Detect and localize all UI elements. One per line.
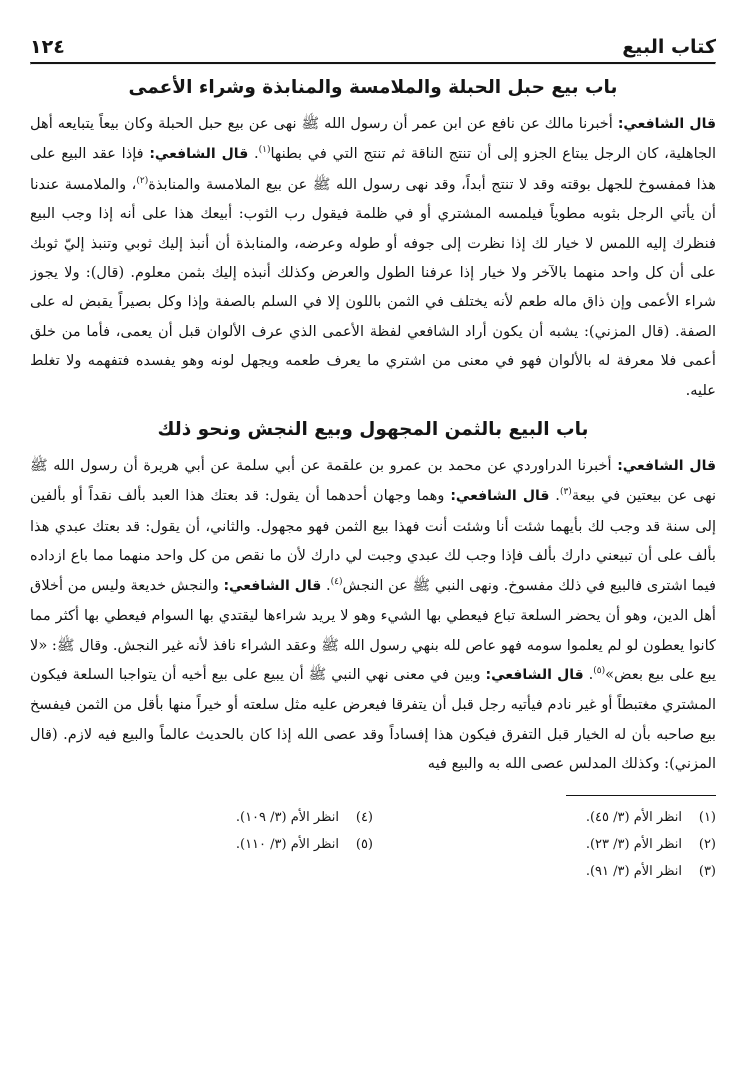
paragraph-text: . <box>321 576 331 594</box>
footnote-ref-2[interactable]: (٢) <box>136 175 149 186</box>
header-rule <box>30 62 716 65</box>
footnote-text: انظر الأم (٣/ ٢٣). <box>585 836 682 852</box>
paragraph-text: وهما وجهان أحدهما أن يقول: قد بعتك هذا العبد بألف نقداً أو بألفين إلى سنة قد وجب لك بأيهما شئت أنا وشئت أنت فهذا بيع الثمن فهو مجهول. والثاني، أن يقول: قد بعتك عبدي هذا بألف على أن تبيعني دارك بألف فإذا وجب لك عبدي وجبت لي دارك لأن ما نقص من كل واحد منهما مما باع ازداده فيما اشترى فالبيع في ذلك مفسوخ. ونهى النبي ﷺ عن النجش <box>30 487 716 594</box>
book-title: كتاب البيع <box>622 36 716 58</box>
footnote-item <box>373 831 716 858</box>
speaker-label: قال الشافعي: <box>450 488 550 505</box>
footnote-text: انظر الأم (٣/ ١١٠). <box>235 836 339 852</box>
footnote-text: انظر الأم (٣/ ٩١). <box>585 863 682 879</box>
book-page <box>30 24 716 1064</box>
paragraph-text: والنجش خديعة وليس من أخلاق أهل الدين، وهو أن يحضر السلعة تباع فيعطي بها الشيء وهو لا يريد شراءها ليقتدي بها السوام فيعطي بها أكثر مما كانوا يعطون لو لم يعلموا سومه فهو عاص لله بنهي رسول الله ﷺ وعقد الشراء نافذ لأنه غير النجش. وقال ﷺ: «لا يبع على بيع بعض» <box>30 576 716 683</box>
footnotes-column-right <box>373 804 716 885</box>
section-heading-2: باب البيع بالثمن المجهول وبيع النجش ونحو ذلك <box>157 419 589 441</box>
paragraph-text: أخبرنا الدراوردي عن محمد بن عمرو بن علقمة عن أبي سلمة عن أبي هريرة أن رسول الله ﷺ نهى عن بيعتين في بيعة <box>30 457 716 505</box>
speaker-label: قال الشافعي: <box>485 666 584 683</box>
paragraph-text: . <box>248 145 259 163</box>
footnote-item <box>373 858 716 885</box>
footnote-number: (٣) <box>698 863 716 879</box>
footnote-text: انظر الأم (٣/ ٤٥). <box>585 809 682 825</box>
page-number: ١٢٤ <box>30 36 65 58</box>
footnotes <box>30 804 716 885</box>
footnote-text: انظر الأم (٣/ ١٠٩). <box>235 809 339 825</box>
paragraph-text: . <box>549 487 560 505</box>
footnote-ref-4[interactable]: (٤) <box>330 576 343 587</box>
footnote-item <box>30 831 373 858</box>
footnote-number: (١) <box>698 809 716 825</box>
speaker-label: قال الشافعي: <box>149 146 249 163</box>
footnote-item <box>373 804 716 831</box>
paragraph-text: فإذا عقد البيع على هذا فمفسوخ للجهل بوقته وقد لا تنتج أبداً، وقد نهى رسول الله ﷺ عن بيع الملامسة والمنابذة <box>30 145 716 193</box>
paragraph-text: ، والملامسة عندنا أن يأتي الرجل بثوبه مطوياً فيلمسه المشتري أو في ظلمة فيقول رب الثوب: أبيعك هذا على أنه إذا وجب البيع فنظرك إليه اللمس لا خيار لك إذا نظرت إلى جوفه أو طوله وعرضه، والمنابذة أن أنبذ إليك ثوبي وتنبذ إليّ ثوبك على أن كل واحد منهما بالآخر ولا خيار إذا عرفنا الطول والعرض وكذلك أنبذه إليك بثمن معلوم. (قال): ولا يجوز شراء الأعمى وإن ذاق ماله طعم لأنه يختلف في الثمن باللون إلا في السلم بالصفة وإذا وكل بصيراً يقبض له على الصفة. (قال المزني): يشبه أن يكون أراد الشافعي لفظة الأعمى الذي عرف الألوان قبل أن يعمى، فأما من خلق أعمى فلا معرفة له بالألوان فهو في معنى من اشتري ما يعرف طعمه ويجهل لونه وهو يفسده فتفهمه ولا تغلط عليه. <box>30 175 716 399</box>
page-header <box>30 24 716 62</box>
footnote-ref-1[interactable]: (١) <box>258 145 271 156</box>
footnote-number: (٥) <box>355 836 373 852</box>
section-1-paragraph <box>30 109 716 405</box>
paragraph-text: وبين في معنى نهي النبي ﷺ أن يبيع على بيع أخيه أن يتواجبا السلعة فيكون المشتري مغتبطاً أو غير نادم فيأتيه رجل قبل أن يتفرقا فيعرض عليه مثل سلعته أو خيراً منها بأقل من الثمن فيفسخ بيع صاحبه بأن له الخيار قبل التفرق فيكون هذا إفساداً وقد عصى الله إذا كان بالحديث عالماً والبيع فيه لازم. (قال المزني): وكذلك المدلس عصى الله به والبيع فيه <box>30 665 716 773</box>
speaker-label: قال الشافعي: <box>617 458 716 475</box>
footnote-number: (٤) <box>355 809 373 825</box>
footnotes-column-left <box>30 804 373 885</box>
footnote-ref-3[interactable]: (٣) <box>559 487 572 498</box>
footnote-separator <box>566 795 716 796</box>
section-2-paragraph <box>30 451 716 778</box>
footnote-number: (٢) <box>698 836 716 852</box>
section-heading-1: باب بيع حبل الحبلة والملامسة والمنابذة وشراء الأعمى <box>128 77 618 98</box>
footnote-ref-5[interactable]: (٥) <box>593 666 606 677</box>
speaker-label: قال الشافعي: <box>617 116 716 132</box>
speaker-label: قال الشافعي: <box>223 577 322 594</box>
paragraph-text: . <box>583 665 594 683</box>
footnote-item <box>30 804 373 831</box>
paragraph-text: أخبرنا مالك عن نافع عن ابن عمر أن رسول الله ﷺ نهى عن بيع حبل الحبلة وكان بيعاً يتبايعه أهل الجاهلية، كان الرجل يبتاع الجزو إلى أن تنتج الناقة ثم تنتج التي في بطنها <box>30 115 716 163</box>
